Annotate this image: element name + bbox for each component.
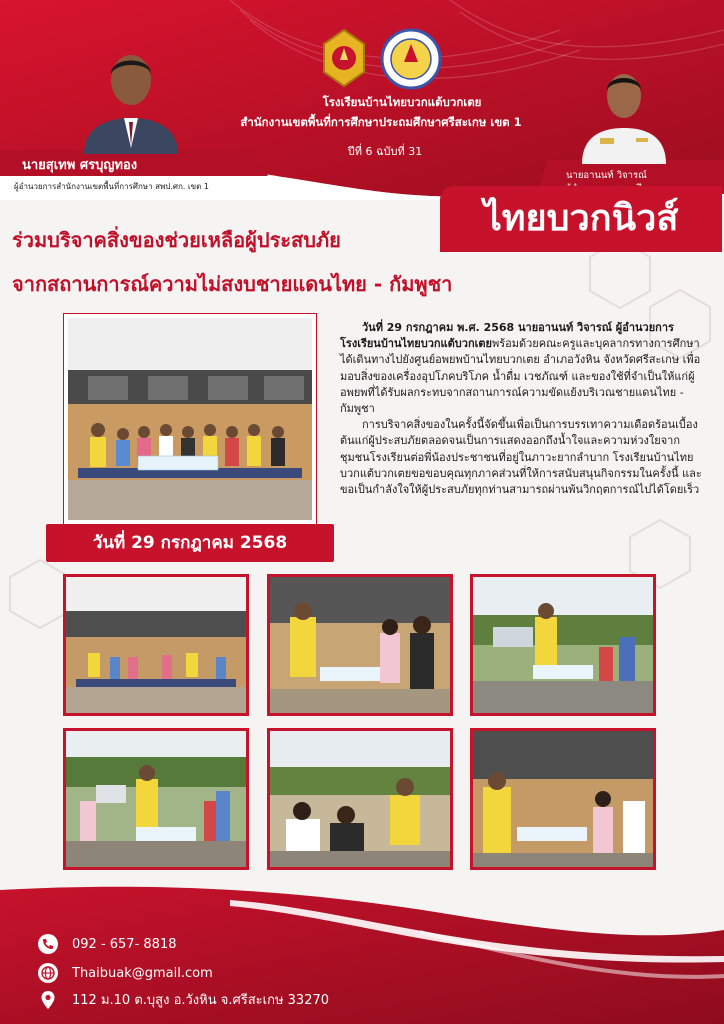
newsletter-brand: ไทยบวกนิวส์ [440, 186, 722, 252]
article-lead: วันที่ 29 กรกฎาคม พ.ศ. 2568 นายอานนท์ วิจารณ์ ผู้อำนวยการโรงเรียนบ้านไทยบวกแต้บวกเตย [340, 321, 674, 351]
header [0, 0, 724, 200]
gallery-photo [470, 728, 656, 870]
phone-number: 092 - 657- 8818 [72, 936, 177, 952]
article-paragraph-2: การบริจาคสิ่งของในครั้งนี้จัดขึ้นเพื่อเป็นการบรรเทาความเดือดร้อนเบื้องต้นแก่ผู้ประสบภัยตลอดจนเป็นการแสดงออกถึงน้ำใจและความห่วงใยจากชุมชนโรงเรียนต่อพี่น้องประชาชนที่อยู่ในภาวะยากลำบาก โรงเรียนบ้านไทยบวกแต้บวกเตยขอขอบคุณทุกภาคส่วนที่ให้การสนับสนุนกิจกรรมในครั้งนี้ และขอเป็นกำลังใจให้ผู้ประสบภัยทุกท่านสามารถผ่านพ้นวิกฤตการณ์ไปได้โดยเร็ว [340, 418, 702, 497]
principal-portrait [578, 58, 670, 164]
location-pin-icon [38, 990, 58, 1010]
gallery-photo [63, 574, 249, 716]
gallery-photo [63, 728, 249, 870]
school-name: โรงเรียนบ้านไทยบวกแต้บวกเตย [322, 95, 482, 109]
date-banner: วันที่ 29 กรกฎาคม 2568 [46, 524, 334, 562]
gallery-photo [470, 574, 656, 716]
obec-emblem-icon [318, 28, 370, 88]
director-name: นายสุเทพ ศรบุญทอง [22, 158, 138, 173]
director-portrait [76, 36, 186, 154]
principal-name: นายอานนท์ วิจารณ์ [566, 170, 647, 181]
headline-line-2: จากสถานการณ์ความไม่สงบชายแดนไทย - กัมพูชา [12, 272, 453, 296]
issue-number: ปีที่ 6 ฉบับที่ 31 [347, 145, 423, 158]
email-address: Thaibuak@gmail.com [72, 965, 213, 981]
office-name: สำนักงานเขตพื้นที่การศึกษาประถมศึกษาศรีสะเกษ เขต 1 [240, 115, 522, 129]
article-body [340, 320, 706, 498]
globe-icon [38, 963, 58, 983]
postal-address: 112 ม.10 ต.บุสูง อ.วังหิน จ.ศรีสะเกษ 33270 [72, 993, 330, 1008]
main-event-photo [64, 314, 316, 524]
article-paragraph-1 [340, 320, 706, 417]
contact-address [38, 989, 329, 1010]
contact-email[interactable] [38, 963, 213, 983]
gallery-photo [267, 728, 453, 870]
phone-icon [38, 934, 58, 954]
article-lead-rest: พร้อมด้วยคณะครูและบุคลากรทางการศึกษา ได้เดินทางไปยังศูนย์อพยพบ้านไทยบวกเตย อำเภอวังหิน จังหวัดศรีสะเกษ เพื่อมอบสิ่งของเครื่องอุปโภคบริโภค น้ำดื่ม เวชภัณฑ์ และของใช้ที่จำเป็นให้แก่ผู้อพยพที่ได้รับผลกระทบจากสถานการณ์ความขัดแย้งบริเวณชายแดนไทย - กัมพูชา [340, 337, 701, 416]
director-title: ผู้อำนวยการสำนักงานเขตพื้นที่การศึกษา สพป.ศก. เขต 1 [14, 182, 209, 191]
contact-phone[interactable] [38, 934, 177, 954]
school-seal-icon [380, 28, 442, 90]
gallery-photo [267, 574, 453, 716]
headline-line-1: ร่วมบริจาคสิ่งของช่วยเหลือผู้ประสบภัย [12, 228, 341, 252]
